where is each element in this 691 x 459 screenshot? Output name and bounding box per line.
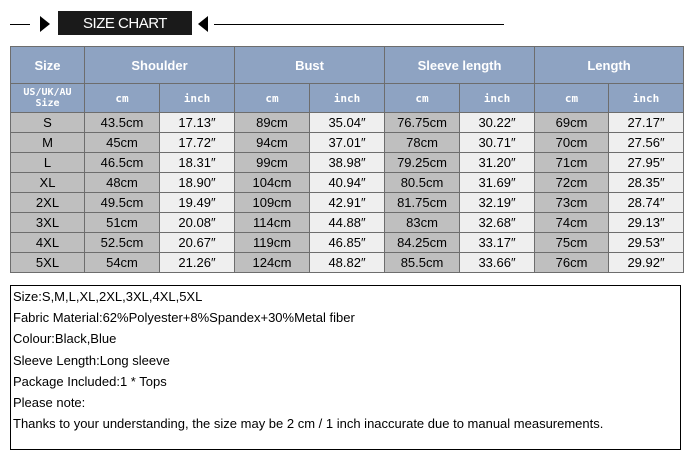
cm-cell: 73cm xyxy=(535,193,609,213)
inch-cell: 20.08″ xyxy=(160,213,235,233)
inch-cell: 30.22″ xyxy=(460,113,535,133)
cm-cell: 80.5cm xyxy=(385,173,460,193)
inch-cell: 27.56″ xyxy=(609,133,684,153)
table-row xyxy=(11,233,684,253)
table-row xyxy=(11,213,684,233)
table-unit-header-row xyxy=(11,84,684,113)
note-package: Package Included:1 * Tops xyxy=(13,373,167,389)
cm-cell: 84.25cm xyxy=(385,233,460,253)
cm-cell: 109cm xyxy=(235,193,310,213)
cm-cell: 46.5cm xyxy=(85,153,160,173)
unit-header-inch: inch xyxy=(460,84,535,113)
cm-cell: 49.5cm xyxy=(85,193,160,213)
cm-cell: 104cm xyxy=(235,173,310,193)
cm-cell: 119cm xyxy=(235,233,310,253)
inch-cell: 17.72″ xyxy=(160,133,235,153)
inch-cell: 35.04″ xyxy=(310,113,385,133)
unit-header-cm: cm xyxy=(535,84,609,113)
size-cell: XL xyxy=(11,173,85,193)
cm-cell: 78cm xyxy=(385,133,460,153)
inch-cell: 31.20″ xyxy=(460,153,535,173)
inch-cell: 46.85″ xyxy=(310,233,385,253)
unit-header-cm: cm xyxy=(235,84,310,113)
inch-cell: 32.19″ xyxy=(460,193,535,213)
inch-cell: 40.94″ xyxy=(310,173,385,193)
table-row xyxy=(11,113,684,133)
table-row xyxy=(11,133,684,153)
cm-cell: 99cm xyxy=(235,153,310,173)
header-arrow-left-icon xyxy=(40,16,50,32)
table-group-header-row xyxy=(11,47,684,84)
size-column-header: Size xyxy=(11,47,85,84)
table-row xyxy=(11,253,684,273)
cm-cell: 70cm xyxy=(535,133,609,153)
length-column-header: Length xyxy=(535,47,684,84)
size-table xyxy=(10,46,684,273)
note-please-note: Please note: xyxy=(13,395,86,411)
cm-cell: 69cm xyxy=(535,113,609,133)
sleeve-length-column-header: Sleeve length xyxy=(385,47,535,84)
inch-cell: 18.90″ xyxy=(160,173,235,193)
note-sleeve: Sleeve Length:Long sleeve xyxy=(13,352,170,368)
size-cell: L xyxy=(11,153,85,173)
inch-cell: 29.13″ xyxy=(609,213,684,233)
size-cell: 4XL xyxy=(11,233,85,253)
size-region-sublabel: Size xyxy=(35,98,60,109)
note-fabric: Fabric Material:62%Polyester+8%Spandex+30%Metal fiber xyxy=(13,310,355,326)
inch-cell: 17.13″ xyxy=(160,113,235,133)
header-line-left xyxy=(10,24,30,25)
cm-cell: 74cm xyxy=(535,213,609,233)
header-arrow-right-icon xyxy=(198,16,208,32)
inch-cell: 27.17″ xyxy=(609,113,684,133)
unit-header-inch: inch xyxy=(160,84,235,113)
size-cell: 2XL xyxy=(11,193,85,213)
table-row xyxy=(11,153,684,173)
cm-cell: 75cm xyxy=(535,233,609,253)
inch-cell: 18.31″ xyxy=(160,153,235,173)
inch-cell: 20.67″ xyxy=(160,233,235,253)
inch-cell: 28.74″ xyxy=(609,193,684,213)
cm-cell: 51cm xyxy=(85,213,160,233)
inch-cell: 42.91″ xyxy=(310,193,385,213)
cm-cell: 71cm xyxy=(535,153,609,173)
inch-cell: 37.01″ xyxy=(310,133,385,153)
size-cell: M xyxy=(11,133,85,153)
shoulder-column-header: Shoulder xyxy=(85,47,235,84)
table-row xyxy=(11,193,684,213)
size-cell: S xyxy=(11,113,85,133)
cm-cell: 54cm xyxy=(85,253,160,273)
cm-cell: 43.5cm xyxy=(85,113,160,133)
inch-cell: 33.17″ xyxy=(460,233,535,253)
inch-cell: 31.69″ xyxy=(460,173,535,193)
table-row xyxy=(11,173,684,193)
cm-cell: 83cm xyxy=(385,213,460,233)
size-region-header xyxy=(11,84,85,113)
unit-header-cm: cm xyxy=(85,84,160,113)
cm-cell: 81.75cm xyxy=(385,193,460,213)
note-disclaimer: Thanks to your understanding, the size may be 2 cm / 1 inch inaccurate due to manual measurements. xyxy=(13,416,604,432)
size-region-label: US/UK/AU xyxy=(23,87,72,98)
inch-cell: 27.95″ xyxy=(609,153,684,173)
note-sizes: Size:S,M,L,XL,2XL,3XL,4XL,5XL xyxy=(13,289,203,304)
cm-cell: 114cm xyxy=(235,213,310,233)
cm-cell: 85.5cm xyxy=(385,253,460,273)
cm-cell: 52.5cm xyxy=(85,233,160,253)
header-line-right xyxy=(214,24,504,25)
product-notes xyxy=(10,285,681,450)
cm-cell: 45cm xyxy=(85,133,160,153)
size-cell: 5XL xyxy=(11,253,85,273)
unit-header-cm: cm xyxy=(385,84,460,113)
cm-cell: 76.75cm xyxy=(385,113,460,133)
header-title: SIZE CHART xyxy=(58,11,192,35)
note-colour: Colour:Black,Blue xyxy=(13,331,117,347)
inch-cell: 30.71″ xyxy=(460,133,535,153)
inch-cell: 29.53″ xyxy=(609,233,684,253)
inch-cell: 32.68″ xyxy=(460,213,535,233)
inch-cell: 28.35″ xyxy=(609,173,684,193)
unit-header-inch: inch xyxy=(609,84,684,113)
cm-cell: 79.25cm xyxy=(385,153,460,173)
unit-header-inch: inch xyxy=(310,84,385,113)
inch-cell: 33.66″ xyxy=(460,253,535,273)
inch-cell: 29.92″ xyxy=(609,253,684,273)
size-cell: 3XL xyxy=(11,213,85,233)
cm-cell: 48cm xyxy=(85,173,160,193)
inch-cell: 19.49″ xyxy=(160,193,235,213)
inch-cell: 21.26″ xyxy=(160,253,235,273)
cm-cell: 72cm xyxy=(535,173,609,193)
inch-cell: 44.88″ xyxy=(310,213,385,233)
cm-cell: 89cm xyxy=(235,113,310,133)
inch-cell: 38.98″ xyxy=(310,153,385,173)
cm-cell: 76cm xyxy=(535,253,609,273)
bust-column-header: Bust xyxy=(235,47,385,84)
cm-cell: 124cm xyxy=(235,253,310,273)
inch-cell: 48.82″ xyxy=(310,253,385,273)
cm-cell: 94cm xyxy=(235,133,310,153)
